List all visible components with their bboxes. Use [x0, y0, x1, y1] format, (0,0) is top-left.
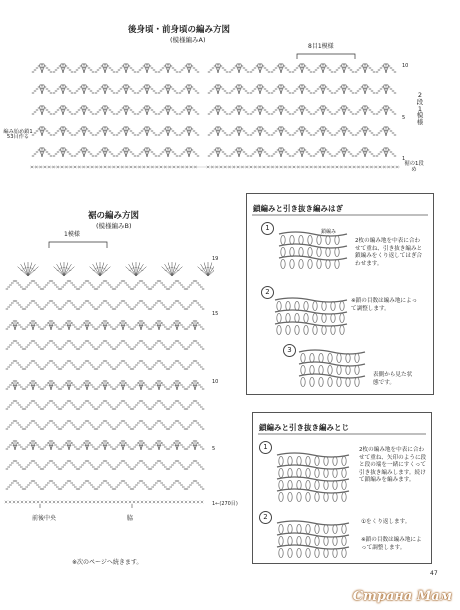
box1-chain-label: 鎖編み [321, 229, 337, 235]
box1-step-3-text: 表側から見た状態です。 [373, 372, 413, 386]
box2-step-2-illustration [275, 513, 351, 559]
chart2-subtitle: (模様編みB) [96, 222, 132, 230]
box2-title: 鎖編みと引き抜き編みとじ [259, 423, 349, 432]
box1-step-3-marker: 3 [283, 344, 296, 357]
chart2-stitch-diagram [4, 248, 214, 508]
chart1-row-5: 5 [402, 115, 406, 121]
box1-step-1-text: 2枚の編み地を中表に合わせて重ね、引き抜き編みと鎖編みをくり返してはぎ合わせます。 [355, 238, 423, 267]
page-number: 47 [430, 570, 438, 577]
chart1-start-label: 編み始め鎖153目作る [3, 129, 33, 141]
box2-step-1-illustration [275, 447, 351, 505]
chart1-title: 後身頃・前身頃の編み方図 [128, 25, 231, 35]
box2-title-underline [258, 433, 426, 435]
chart1-row-1: 1 [402, 156, 406, 162]
box1-step-2-illustration [273, 290, 349, 336]
box1-step-1-illustration [277, 224, 349, 270]
chart2-row-10: 10 [212, 379, 219, 385]
chart2-row-5: 5 [212, 446, 216, 452]
box2-step-2-text: ①をくり返します。 [361, 519, 411, 525]
box2-step-1-marker: 1 [259, 441, 272, 454]
chart2-title: 裾の編み方図 [88, 211, 140, 221]
box1-step-1-marker: 1 [261, 222, 274, 235]
footer-continue-note: ※次のページへ続きます。 [72, 559, 143, 566]
chart2-repeat-label: 1模様 [64, 231, 80, 238]
site-watermark: Страна Мам [352, 589, 452, 604]
box2-step-3-text: ※鎖の目数は編み地によって調整します。 [361, 537, 422, 551]
chart2-row-1: 1←(270目) [212, 501, 238, 507]
chart2-side-label: 脇 [127, 515, 134, 522]
box2-step-2-marker: 2 [259, 511, 272, 524]
box1-step-2-marker: 2 [261, 286, 274, 299]
box1-title-underline [252, 214, 428, 216]
chart1-side-repeat: 2段1模様 [416, 91, 424, 127]
chart1-row-10: 10 [402, 63, 409, 69]
box2-step-1-text: 2枚の編み地を中表に合わせて重ね、矢印のように段と段の端を一緒にすくって引き抜き編みします。続けて鎖編みを編みます。 [359, 447, 427, 484]
chart2-row-19: 19 [212, 256, 219, 262]
chart2-row-15: 15 [212, 311, 219, 317]
chart1-stitch-diagram [30, 55, 400, 175]
join-instruction-box [246, 193, 434, 395]
box1-title: 鎖編みと引き抜き編みはぎ [253, 204, 343, 213]
box1-step-3-illustration [297, 342, 367, 390]
chart1-subtitle: (模様編みA) [170, 36, 206, 44]
chart2-center-label: 前後中央 [32, 515, 57, 522]
seam-instruction-box [252, 412, 432, 564]
box1-step-2-text: ※鎖の目数は編み地によって調整します。 [351, 298, 418, 312]
chart1-hem-label: 裾の1段め [404, 161, 424, 173]
chart1-repeat-label: 8目1模様 [308, 43, 334, 50]
